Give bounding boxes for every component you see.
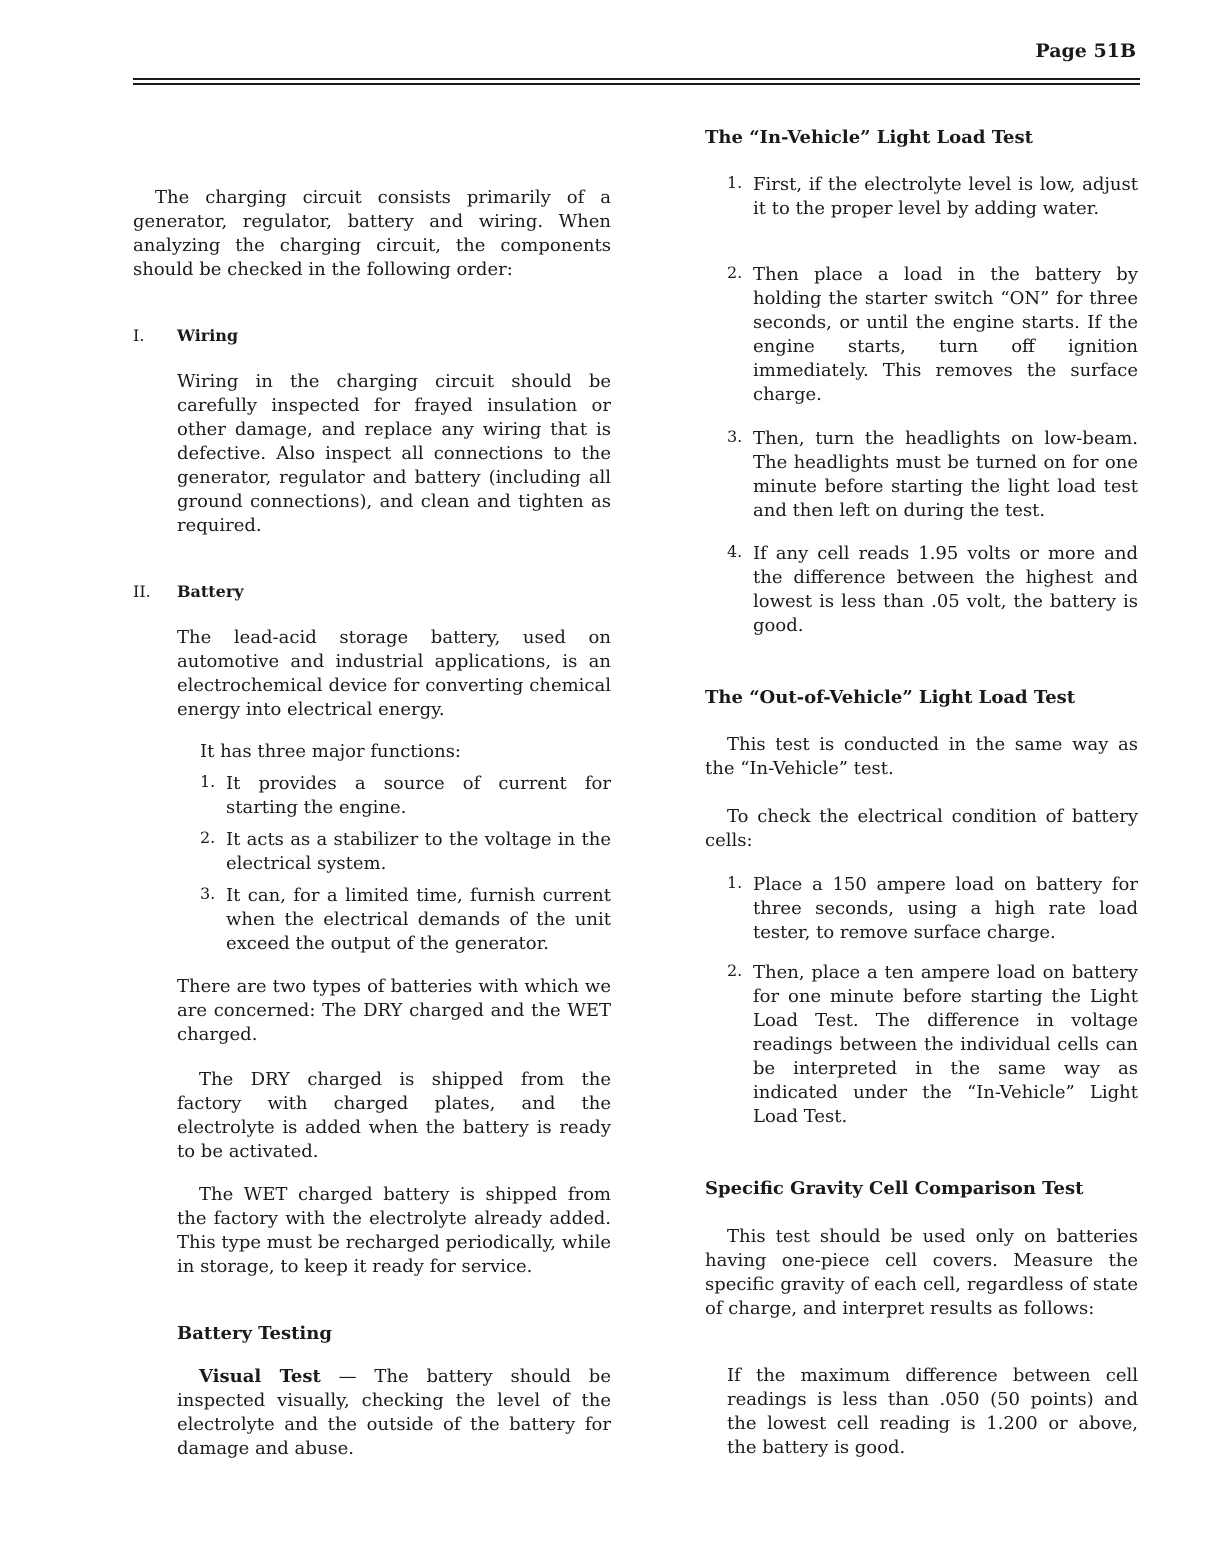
list-text: It can, for a limited time, furnish current when the electrical demands of the unit exceed the output of the generator.	[226, 885, 611, 954]
list-item	[727, 542, 1138, 638]
specific-gravity-paragraph-1: This test should be used only on batteries having one-piece cell covers. Measure the specific gravity of each cell, regardless of state of charge, and interpret results as follows:	[705, 1226, 1138, 1319]
wiring-paragraph: Wiring in the charging circuit should be carefully inspected for frayed insulation or other damage, and replace any wiring that is defective. Also inspect all connections to the generator, regulator and battery (including all ground connections), and clean and tighten as required.	[177, 371, 611, 536]
list-item	[727, 873, 1138, 945]
list-number: 2.	[727, 961, 743, 980]
visual-test-label: Visual Test	[199, 1366, 321, 1387]
list-number: 4.	[727, 542, 743, 561]
visual-test-paragraph	[177, 1365, 611, 1461]
list-text: Place a 150 ampere load on battery for three seconds, using a high rate load tester, to remove surface charge.	[753, 874, 1138, 943]
battery-types-paragraph: There are two types of batteries with which we are concerned: The DRY charged and the WET charged.	[177, 976, 611, 1045]
list-number: 2.	[200, 828, 216, 847]
section-numeral: I.	[133, 326, 145, 345]
list-text: Then place a load in the battery by holding the starter switch “ON” for three seconds, or until the engine starts. If the engine starts, turn off ignition immediately. This removes the surface charge.	[753, 264, 1138, 405]
wet-charged-paragraph: The WET charged battery is shipped from the factory with the electrolyte already added. This type must be recharged periodically, while in storage, to keep it ready for service.	[177, 1184, 611, 1277]
specific-gravity-paragraph-2: If the maximum difference between cell readings is less than .050 (50 points) and the lowest cell reading is 1.200 or above, the battery is good.	[727, 1365, 1138, 1458]
header-rule-bottom	[133, 83, 1140, 85]
list-text: First, if the electrolyte level is low, adjust it to the proper level by adding water.	[753, 174, 1138, 219]
list-item	[727, 961, 1138, 1129]
list-number: 1.	[727, 873, 743, 892]
list-number: 1.	[727, 173, 743, 192]
list-item	[200, 884, 611, 956]
list-number: 2.	[727, 263, 743, 282]
list-text: It provides a source of current for starting the engine.	[226, 773, 611, 818]
battery-testing-heading: Battery Testing	[177, 1323, 332, 1344]
section-title: Wiring	[177, 326, 239, 345]
in-vehicle-heading: The “In-Vehicle” Light Load Test	[705, 127, 1033, 148]
list-item	[727, 263, 1138, 407]
specific-gravity-heading: Specific Gravity Cell Comparison Test	[705, 1178, 1084, 1199]
out-vehicle-heading: The “Out-of-Vehicle” Light Load Test	[705, 687, 1076, 708]
list-text: Then, turn the headlights on low-beam. The headlights must be turned on for one minute before starting the light load test and then left on during the test.	[753, 428, 1138, 521]
functions-intro: It has three major functions:	[200, 741, 461, 762]
header-rule-top	[133, 78, 1140, 80]
visual-test-text: — The battery should be inspected visually, checking the level of the electrolyte and the outside of the battery for damage and abuse.	[177, 1366, 611, 1459]
intro-paragraph: The charging circuit consists primarily of a generator, regulator, battery and wiring. When analyzing the charging circuit, the components should be checked in the following order:	[133, 187, 611, 280]
list-text: Then, place a ten ampere load on battery for one minute before starting the Light Load Test. The difference in voltage readings between the individual cells can be interpreted in the same way as indicated under the “In-Vehicle” Light Load Test.	[753, 962, 1138, 1127]
section-title: Battery	[177, 582, 244, 601]
list-text: It acts as a stabilizer to the voltage in the electrical system.	[226, 829, 611, 874]
list-number: 3.	[727, 427, 743, 446]
list-number: 3.	[200, 884, 216, 903]
out-vehicle-paragraph-1: This test is conducted in the same way as the “In-Vehicle” test.	[705, 734, 1138, 779]
list-number: 1.	[200, 772, 216, 791]
out-vehicle-paragraph-2: To check the electrical condition of battery cells:	[705, 806, 1138, 851]
list-item	[727, 427, 1138, 523]
list-item	[200, 828, 611, 876]
page-number: Page 51B	[1035, 40, 1136, 62]
list-item	[200, 772, 611, 820]
section-numeral: II.	[133, 582, 151, 601]
battery-paragraph: The lead-acid storage battery, used on automotive and industrial applications, is an electrochemical device for converting chemical energy into electrical energy.	[177, 627, 611, 720]
list-item	[727, 173, 1138, 221]
list-text: If any cell reads 1.95 volts or more and the difference between the highest and lowest is less than .05 volt, the battery is good.	[753, 543, 1138, 636]
dry-charged-paragraph: The DRY charged is shipped from the factory with charged plates, and the electrolyte is added when the battery is ready to be activated.	[177, 1069, 611, 1162]
